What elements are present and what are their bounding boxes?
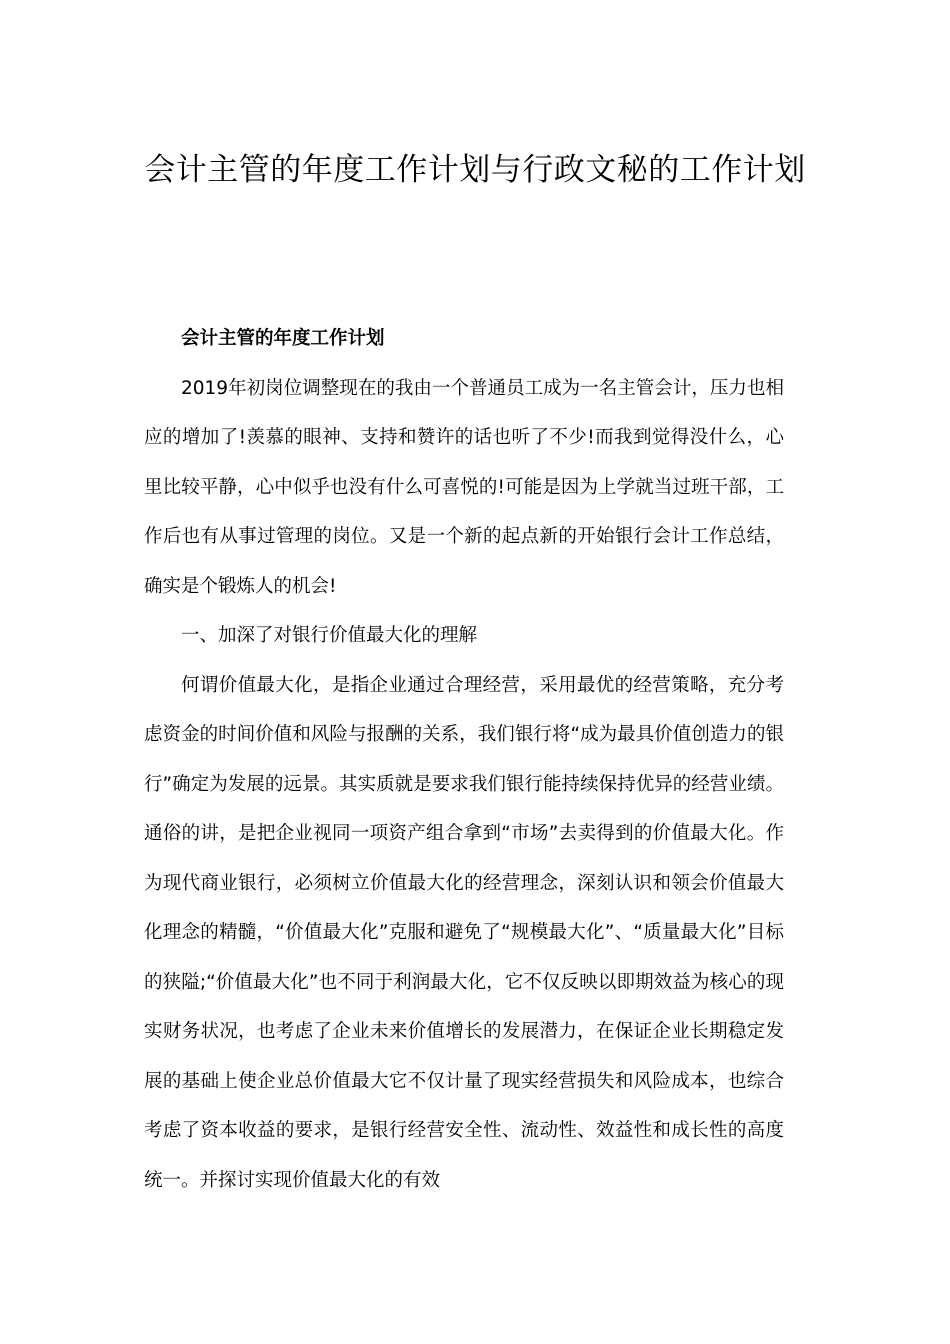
paragraph-subheading: 一、加深了对银行价值最大化的理解 bbox=[181, 625, 478, 646]
section-heading: 会计主管的年度工作计划 bbox=[181, 328, 385, 349]
paragraph-intro: 2019年初岗位调整现在的我由一个普通员工成为一名主管会计，压力也相应的增加了!羡慕的眼神、支持和赞许的话也听了不少!而我到觉得没什么，心里比较平静，心中似乎也没有什么可喜悦的!可能是因为上学就当过班干部，工作后也有从事过管理的岗位。又是一个新的起点新的开始银行会计工作总结，确实是个锻炼人的机会! bbox=[144, 377, 784, 597]
document-title: 会计主管的年度工作计划与行政文秘的工作计划 bbox=[144, 152, 806, 188]
paragraph-value-maximization: 何谓价值最大化，是指企业通过合理经营，采用最优的经营策略，充分考虑资金的时间价值和风险与报酬的关系，我们银行将“成为最具价值创造力的银行”确定为发展的远景。其实质就是要求我们银行能持续保持优异的经营业绩。通俗的讲，是把企业视同一项资产组合拿到“市场”去卖得到的价值最大化。作为现代商业银行，必须树立价值最大化的经营理念，深刻认识和领会价值最大化理念的精髓，“价值最大化”克服和避免了“规模最大化”、“质量最大化”目标的狭隘;“价值最大化”也不同于利润最大化，它不仅反映以即期效益为核心的现实财务状况，也考虑了企业未来价值增长的发展潜力，在保证企业长期稳定发展的基础上使企业总价值最大它不仅计量了现实经营损失和风险成本，也综合考虑了资本收益的要求，是银行经营安全性、流动性、效益性和成长性的高度统一。并探讨实现价值最大化的有效 bbox=[144, 674, 784, 1191]
document-body bbox=[144, 314, 784, 1205]
